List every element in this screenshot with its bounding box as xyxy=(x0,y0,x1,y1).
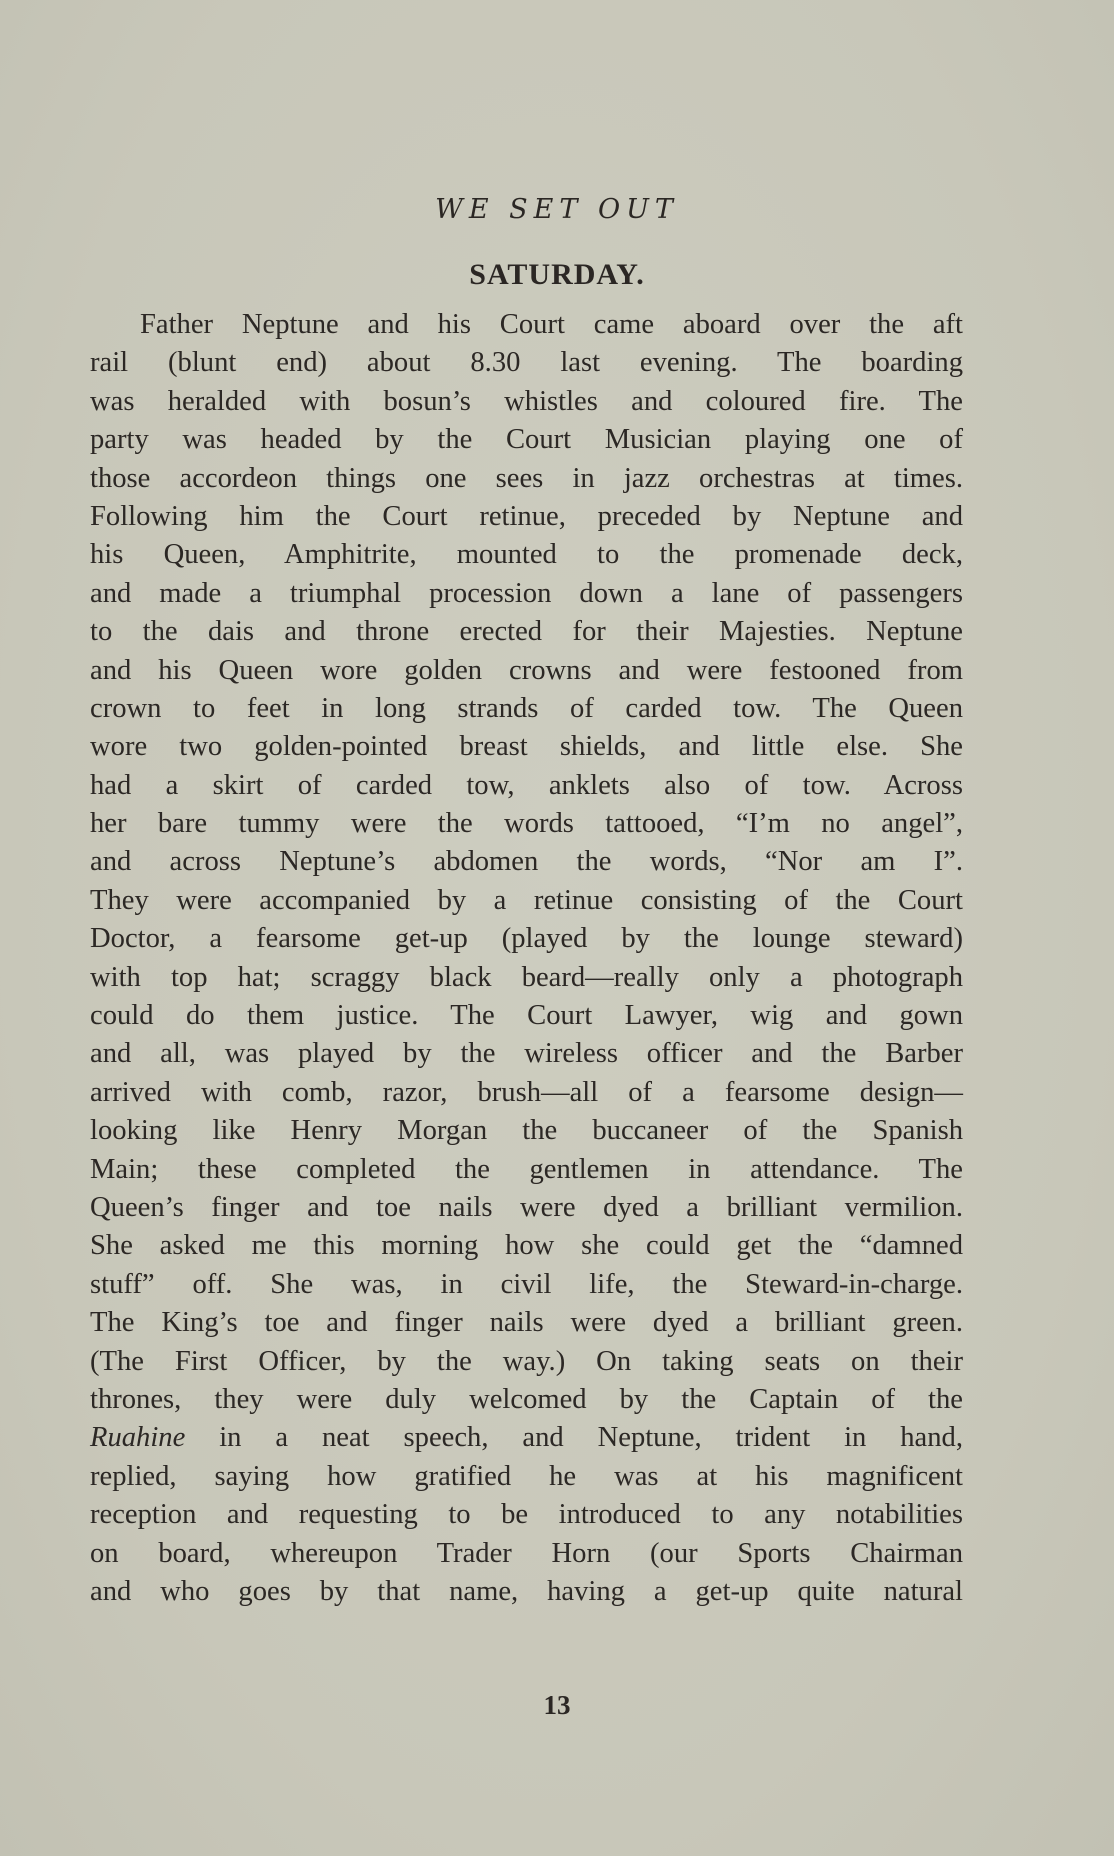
text-line: Queen’s finger and toe nails were dyed a brilliant vermilion. xyxy=(90,1191,963,1223)
text-line: wore two golden-pointed breast shields, and little else. She xyxy=(90,731,963,763)
text-line-with-ship-name xyxy=(90,1419,963,1457)
section-heading: SATURDAY. xyxy=(469,258,645,291)
text-line: Following him the Court retinue, preceded by Neptune and xyxy=(90,500,963,532)
text-line: party was headed by the Court Musician playing one of xyxy=(90,424,963,456)
text-line: was heralded with bosun’s whistles and coloured fire. The xyxy=(90,385,963,417)
text-line: and his Queen wore golden crowns and were festooned from xyxy=(90,654,963,686)
text-line: crown to feet in long strands of carded tow. The Queen xyxy=(90,692,963,724)
text-line: had a skirt of carded tow, anklets also of tow. Across xyxy=(90,769,963,801)
text-line: could do them justice. The Court Lawyer, wig and gown xyxy=(90,1000,963,1032)
text-line: Father Neptune and his Court came aboard over the aft xyxy=(140,309,963,340)
text-line: those accordeon things one sees in jazz orchestras at times. xyxy=(90,462,963,494)
text-line: rail (blunt end) about 8.30 last evening. The boarding xyxy=(90,347,963,379)
text-line: on board, whereupon Trader Horn (our Sports Chairman xyxy=(90,1537,963,1569)
text-line: arrived with comb, razor, brush—all of a fearsome design— xyxy=(90,1076,963,1108)
text-line: reception and requesting to be introduced to any notabilities xyxy=(90,1499,963,1531)
text-line: They were accompanied by a retinue consisting of the Court xyxy=(90,884,963,916)
text-line: with top hat; scraggy black beard—really only a photograph xyxy=(90,961,963,993)
ship-name: Ruahine xyxy=(90,1422,186,1454)
text-line: stuff” off. She was, in civil life, the Steward-in-charge. xyxy=(90,1268,963,1300)
text-line: replied, saying how gratified he was at his magnificent xyxy=(90,1460,963,1492)
running-head: WE SET OUT xyxy=(435,194,679,225)
text-line: Doctor, a fearsome get-up (played by the lounge steward) xyxy=(90,923,963,955)
text-line: and made a triumphal procession down a lane of passengers xyxy=(90,577,963,609)
text-line: and all, was played by the wireless officer and the Barber xyxy=(90,1038,963,1070)
text-line: her bare tummy were the words tattooed, “I’m no angel”, xyxy=(90,808,963,840)
text-line: (The First Officer, by the way.) On taking seats on their xyxy=(90,1345,963,1377)
text-line: to the dais and throne erected for their Majesties. Neptune xyxy=(90,616,963,648)
text-line: his Queen, Amphitrite, mounted to the promenade deck, xyxy=(90,539,963,571)
text-line-remainder: in a neat speech, and Neptune, trident in hand, xyxy=(219,1422,963,1454)
body-text xyxy=(90,306,963,1611)
text-line: Main; these completed the gentlemen in attendance. The xyxy=(90,1153,963,1185)
text-line: and across Neptune’s abdomen the words, “Nor am I”. xyxy=(90,846,963,878)
text-line: and who goes by that name, having a get-up quite natural xyxy=(90,1575,963,1607)
text-line: She asked me this morning how she could get the “damned xyxy=(90,1230,963,1262)
text-line: The King’s toe and finger nails were dyed a brilliant green. xyxy=(90,1307,963,1339)
text-line: looking like Henry Morgan the buccaneer of the Spanish xyxy=(90,1115,963,1147)
page-number: 13 xyxy=(543,1690,571,1720)
text-line: thrones, they were duly welcomed by the Captain of the xyxy=(90,1383,963,1415)
